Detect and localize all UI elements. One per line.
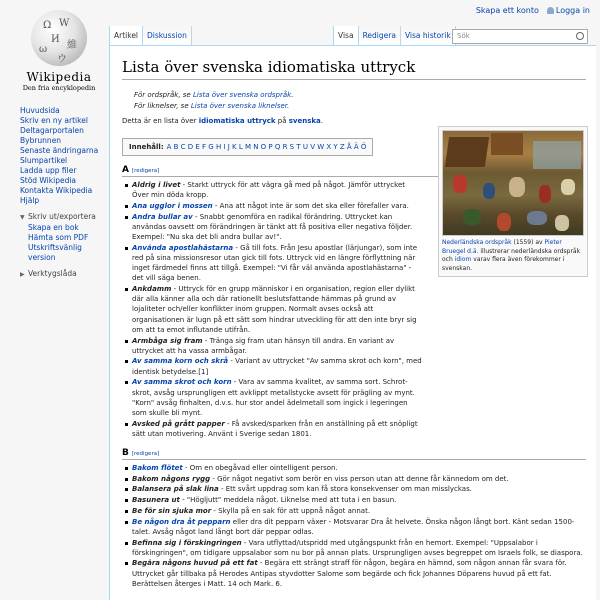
list-item [122,484,586,494]
table-of-contents [122,138,373,156]
section-heading: B [redigera] [122,448,586,460]
idiom-definition: - Vara utflyttad/utspridd med utgångspunkt från en hemort. Exempel: "Uppsalabor i förskingringen", om tidigare uppsalabor som nu bor på annan plats. Ursprungligen avses begreppet om Israels folk, se diaspora. [132,538,583,557]
bruegel-painting-image[interactable] [442,130,584,236]
idiom-caption-link[interactable]: idiom [454,256,472,263]
sidebar-item-contact[interactable]: Kontakta Wikipedia [20,186,93,195]
list-item [122,201,424,211]
tab-edit[interactable]: Redigera [359,26,401,45]
similes-link[interactable]: Lista över svenska liknelser [190,102,288,110]
intro-paragraph: Detta är en lista över idiomatiska uttryck på svenska. [122,117,324,125]
list-item [122,284,424,335]
idiom-definition: - Skylla på en sak för att uppnå något annat. [211,506,371,515]
list-item [122,356,424,376]
idiom-definition: - Variant av uttrycket "Av samma skrot och korn", med identisk betydelse.[1] [132,357,422,376]
idiom-definition: - Tränga sig fram utan hänsyn till andra. En variant av uttrycket att ha vassa armbågar. [132,336,395,355]
idiom-definition: - Gör något negativt som berör en viss person utan att denne får kännedom om det. [210,474,509,483]
sidebar-item-create-book[interactable]: Skapa en bok [28,223,79,232]
sidebar-item-donate[interactable]: Stöd Wikipedia [20,176,77,185]
search-placeholder: Sök [457,32,470,40]
sidebar-item-printable[interactable]: Utskriftsvänlig version [28,243,82,262]
triangle-down-icon: ▼ [20,214,25,221]
idiom-definition: - Gå till fots. Från Jesu apostlar (lärjungar), som inte red på sina missionsresor utan gick till fots. Uttryck vid en längre förflyttning när inget färdmedel finns att tillgå. Exempel: "Vi får väl använda apostlahästarna" - det vill säga benen. [132,243,418,283]
idiom-term: Balansera på slak lina [132,485,219,494]
sidebar-item-help[interactable]: Hjälp [20,196,40,205]
thumbnail-caption: Nederländska ordspråk (1559) av Pieter Bruegel d.ä. illustrerar nederländska ordspråk och idiom varav flera även förekommer i svenskan. [442,239,581,272]
list-item [122,538,586,558]
toc-label: Innehåll: [129,143,164,151]
idiom-term[interactable]: Av samma skrot och korn [132,378,232,387]
artist-link[interactable]: Pieter Bruegel d.ä. [442,239,562,255]
search-icon[interactable] [576,32,584,40]
login-link[interactable]: Logga in [547,6,590,15]
idiom-term[interactable]: Be någon dra åt pepparn [132,517,231,526]
idiom-term: Be för sin sjuka mor [132,506,212,515]
page-title: Lista över svenska idiomatiska uttryck [122,58,586,80]
triangle-right-icon: ▶ [20,271,25,278]
sidebar-navigation [20,106,102,206]
personal-tools [476,6,590,15]
list-item [122,336,424,356]
sidebar [20,106,102,280]
idiom-definition: eller dra dit pepparn växer - Motsvarar Dra åt helvete. Önska någon långt bort. Känt sedan 1500-talet. Avsåg något land långt bort där peppar odlas. [132,517,575,536]
edit-section-link[interactable]: [redigera] [131,168,160,174]
puzzle-globe-icon: Ω W И 維 ω ウ [31,10,87,66]
idiom-term[interactable]: Andra bullar av [132,212,193,221]
idiom-definition: - Snabbt genomföra en radikal förändring. Uttrycket kan användas oavsett om förändringen är tänkt att få positiva eller negativa följder. Exempel: "Nu ska det bli andra bullar av!". [132,212,413,242]
idiom-term[interactable]: Bakom flötet [132,464,183,473]
tab-article[interactable]: Artikel [109,26,143,45]
namespace-tabs [109,26,192,45]
idiom-definition: - Om en obegåvad eller ointelligent person. [182,464,338,473]
logo-tagline: Den fria encyklopedin [22,84,96,92]
logo-wordmark: Wikipedia [26,70,92,84]
painting-thumbnail [438,126,588,277]
idiom-definition: - Ana att något inte är som det ska eller förefaller vara. [212,201,409,210]
proverbs-link[interactable]: Lista över svenska ordspråk [192,91,292,99]
idiom-term[interactable]: Ana ugglor i mossen [132,201,213,210]
idiom-term: Bakom någons rygg [132,474,211,483]
hatnote-proverbs: För ordspråk, se Lista över svenska ordspråk. [134,91,294,99]
idiom-term[interactable]: Använda apostlahästarna [132,243,234,252]
idiom-definition: - "Högljutt" meddela något. Liknelse med att tuta i en basun. [179,496,397,505]
hatnote-similes: För liknelser, se Lista över svenska liknelser. [134,102,290,110]
print-export-menu [20,223,102,263]
idiom-term: Aldrig i livet [132,181,181,189]
sidebar-item-upload[interactable]: Ladda upp filer [20,166,77,175]
sidebar-item-random-article[interactable]: Slumpartikel [20,156,68,165]
idiom-link[interactable]: idiomatiska uttryck [198,117,276,125]
list-item [122,463,586,473]
section-b [122,448,586,589]
list-item [122,377,424,418]
print-export-toggle[interactable]: ▼ Skriv ut/exportera [20,212,96,221]
painting-link[interactable]: Nederländska ordspråk [442,239,512,246]
sidebar-item-community-portal[interactable]: Deltagarportalen [20,126,84,135]
idiom-list [122,180,424,439]
sidebar-item-download-pdf[interactable]: Hämta som PDF [28,233,89,242]
sidebar-item-village-pump[interactable]: Bybrunnen [20,136,62,145]
toc-letters[interactable]: A B C D E F G H I J K L M N O P Q R S T U V W X Y Z Å Ä Ö [166,143,367,151]
swedish-link[interactable]: svenska [288,117,321,125]
idiom-list [122,463,586,589]
idiom-definition: - Starkt uttryck för att vägra gå med på något. Jämför uttrycket Över min döda kropp. [132,181,406,200]
sidebar-item-new-article[interactable]: Skriv en ny artikel [20,116,88,125]
idiom-definition: - Ett svårt uppdrag som kan få stora konsekvenser om man misslyckas. [218,485,472,494]
list-item [122,517,586,537]
list-item [122,419,424,439]
list-item [122,558,586,589]
idiom-definition: - Få avsked/sparken från en anställning på ett snöpligt sätt utan motivering. Använt i Sverige sedan 1801. [132,419,418,438]
sidebar-item-recent-changes[interactable]: Senaste ändringarna [20,146,99,155]
idiom-term: Basunera ut [132,496,180,505]
sidebar-item-main-page[interactable]: Huvudsida [20,106,60,115]
wikipedia-logo[interactable] [14,8,104,100]
list-item [122,212,424,243]
idiom-term: Befinna sig i förskingringen [132,538,242,547]
idiom-term: Begära någons huvud på ett fat [132,559,258,568]
list-item [122,180,424,200]
list-item [122,506,586,516]
idiom-term[interactable]: Av samma korn och skrå [132,357,229,366]
tab-history[interactable]: Visa historik [401,26,456,45]
idiom-term: Avsked på grått papper [132,419,225,428]
tab-discussion[interactable]: Diskussion [143,26,192,45]
idiom-term: Armbåga sig fram [132,336,203,345]
search-input[interactable] [452,29,588,44]
list-item [122,495,586,505]
list-item [122,243,424,284]
idiom-definition: - Uttryck för en grupp människor i en organisation, region eller dylikt där alla känner alla och där rationellt beslutsfattande hämmas på grund av lojaliteter och/eller konflikter inom gruppen. Normalt avses också att organisationen är lugn på ett sätt som hindrar utveckling för att den inte bryr sig om att ta emot influtande utifrån. [132,285,417,334]
create-account-link[interactable]: Skapa ett konto [475,6,539,15]
idiom-definition: - Begära ett strängt straff för någon, begära en hämnd, som någon annan får svara för. Uttrycket går tillbaka på Herodes Antipas styvdotter Salome som begärde och fick Johannes Döparens huvud på ett fat. Berättelsen återges i Matt. 14 och Mark. 6. [132,559,567,588]
list-item [122,474,586,484]
edit-section-link[interactable]: [redigera] [131,451,160,458]
view-tabs [333,26,456,45]
user-icon [547,7,554,14]
tab-read[interactable]: Visa [333,26,359,45]
idiom-definition: - Vara av samma kvalitet, av samma sort. Schrot-skrot, avsåg ursprungligen ett avklippt metallstycke avsett för prägling av mynt. "Korn" avsåg finhalten, d.v.s. hur stor andel ädelmetall som ingick i legeringen som skulle bli mynt. [132,378,415,417]
toolbox-toggle[interactable]: ▶ Verktygslåda [20,269,77,278]
idiom-term: Ankdamm [132,285,172,294]
section-heading: A [redigera] [122,165,586,177]
